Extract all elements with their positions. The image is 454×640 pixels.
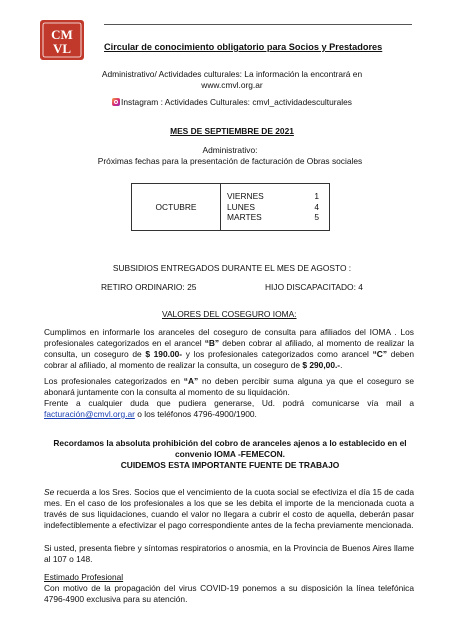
coseguro-text: Cumplimos en informarle los aranceles del coseguro de consulta para afiliados del IOMA . Los profesionales categorizados en el arancel (44, 327, 414, 348)
instagram-text[interactable]: Instagram : Actividades Culturales: cmvl_actividadesculturales (121, 97, 352, 107)
header-rule (104, 24, 412, 25)
day-number: 1 (314, 191, 319, 202)
coseguro-c-value: $ 290,00.- (302, 360, 341, 370)
prohibition-notice (30, 438, 430, 471)
coseguro-text: . (340, 360, 343, 370)
coseguro-paragraph (44, 327, 414, 371)
day-label: VIERNES (227, 191, 264, 202)
day-number: 5 (314, 212, 319, 223)
arancel-b: “B” (204, 338, 220, 348)
contact-phones: o los teléfonos 4796-4900/1900. (134, 409, 257, 419)
email-link[interactable]: facturación@cmvl.org.ar (44, 409, 135, 419)
cuota-paragraph (44, 487, 414, 531)
coseguro-b-value: $ 190.00- (145, 349, 183, 359)
arancel-a: “A” (183, 376, 199, 386)
prohibition-line: convenio IOMA -FEMECON. (175, 449, 285, 459)
admin-heading (40, 145, 420, 167)
instagram-line (60, 97, 404, 108)
day-label: LUNES (227, 201, 255, 212)
page-title: Circular de conocimiento obligatorio para Socios y Prestadores (104, 42, 383, 52)
cuota-text: recuerda a los Sres. Socios que el vencimiento de la cuota social se efectiviza el día 15 de cada mes. En el caso de los profesionales a los que se les debita el importe de la mencionada cuota a través de sus liquidaciones, cuando el valor no llegara a cubrir el costo de aquella, deberán pasar indefectiblemente a efectivizar el pago correspondiente antes de la fecha previamente mencionada. (44, 487, 414, 530)
cmvl-logo (40, 20, 84, 60)
coseguro-text: deben cobrar al afiliado, al momento de realizar la consulta, un coseguro de (44, 338, 415, 359)
instagram-icon (112, 98, 120, 106)
contact-text: Frente a cualquier duda que pudiera generarse, Ud. podrá comunicarse vía mail a (44, 398, 414, 408)
website-link[interactable]: www.cmvl.org.ar (201, 80, 263, 90)
svg-text:VL: VL (52, 41, 72, 56)
estimado-text: Con motivo de la propagación del virus COVID-19 ponemos a su disposición la línea telefónica 4796-4900 exclusiva para su atención. (44, 583, 414, 604)
prohibition-line: Recordamos la absoluta prohibición del cobro de aranceles ajenos a lo establecido en el (53, 438, 407, 448)
arancel-a-text: Los profesionales categorizados en (44, 376, 184, 386)
admin-heading-title: Administrativo: (202, 145, 258, 155)
cuota-se: Se (44, 487, 55, 497)
coseguro-text: y los profesionales categorizados como arancel (182, 349, 373, 359)
estimado-section (44, 572, 414, 605)
days-cell (221, 184, 330, 231)
day-number: 4 (314, 201, 319, 212)
month-heading: MES DE SEPTIEMBRE DE 2021 (170, 126, 294, 136)
day-label: MARTES (227, 212, 262, 223)
arancel-c: “C” (372, 349, 388, 359)
arancel-a-paragraph (44, 376, 414, 398)
month-cell: OCTUBRE (132, 184, 221, 231)
prohibition-slogan: CUIDEMOS ESTA IMPORTANTE FUENTE DE TRABAJO (120, 460, 340, 470)
admin-info (60, 69, 404, 91)
covid-paragraph: Si usted, presenta fiebre y síntomas respiratorios o anosmia, en la Provincia de Buenos Aires llame al 107 o 148. (44, 543, 414, 564)
svg-text:CM: CM (51, 27, 73, 42)
coseguro-heading: VALORES DEL COSEGURO IOMA: (162, 309, 297, 319)
hijo-discapacitado: HIJO DISCAPACITADO: 4 (265, 282, 363, 292)
retiro-ordinario: RETIRO ORDINARIO: 25 (101, 282, 197, 292)
admin-heading-subtitle: Próximas fechas para la presentación de facturación de Obras sociales (97, 156, 363, 166)
dates-table (131, 183, 330, 231)
coseguro-text: deben cobrar al afiliado, al momento de realizar la consulta, un coseguro de (44, 349, 414, 370)
estimado-heading: Estimado Profesional (44, 572, 124, 582)
admin-info-line1: Administrativo/ Actividades culturales: La información la encontrará en (101, 69, 363, 79)
arancel-a-text: no deben percibir suma alguna ya que el coseguro se abonará juntamente con la consulta al momento de su liquidación. (44, 376, 414, 397)
subsidies-heading: SUBSIDIOS ENTREGADOS DURANTE EL MES DE AGOSTO : (112, 263, 352, 273)
contact-paragraph (44, 398, 414, 420)
